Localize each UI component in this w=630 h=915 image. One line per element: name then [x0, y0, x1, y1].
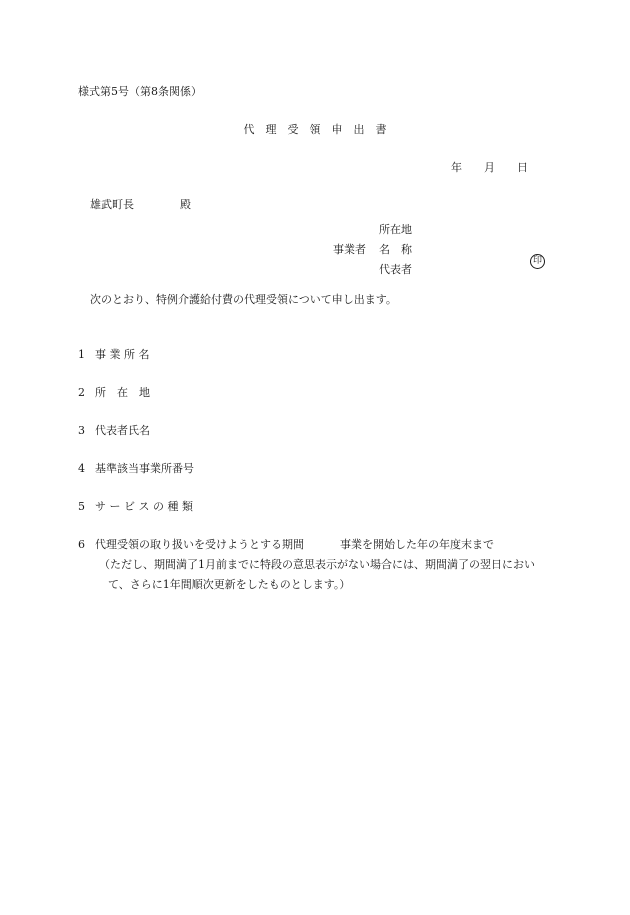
intro-text: 次のとおり、特例介護給付費の代理受領について申し出ます。	[90, 293, 397, 306]
date-day: 日	[517, 161, 528, 174]
applicant-representative-row	[333, 259, 412, 279]
addressee	[90, 199, 191, 210]
list-item	[78, 349, 150, 360]
item-number: 1	[78, 348, 85, 361]
item-number: 2	[78, 386, 85, 399]
addressee-honorific: 殿	[180, 198, 191, 211]
item-label: 代理受領の取り扱いを受けようとする期間	[95, 538, 304, 551]
item-number: 6	[78, 538, 85, 551]
item-label: 事 業 所 名	[95, 348, 150, 361]
date-line	[451, 162, 528, 173]
applicant-address-label: 所在地	[379, 222, 412, 236]
item6-note-line1: （ただし、期間満了1月前までに特段の意思表示がない場合には、期間満了の翌日におい	[99, 558, 535, 571]
date-month: 月	[484, 161, 495, 174]
item-number: 3	[78, 424, 85, 437]
item-number: 5	[78, 500, 85, 513]
item-number: 4	[78, 462, 85, 475]
date-year: 年	[451, 161, 462, 174]
list-item	[78, 425, 150, 436]
addressee-name: 雄武町長	[90, 198, 134, 211]
item-label: サ ー ビ ス の 種 類	[95, 500, 193, 513]
item6-period: 事業を開始した年の年度末まで	[340, 538, 494, 551]
item-label: 基準該当事業所番号	[95, 462, 194, 475]
list-item	[78, 501, 193, 512]
seal-mark: 印	[530, 254, 545, 269]
item-label: 代表者氏名	[95, 424, 150, 437]
applicant-address-row	[333, 219, 412, 239]
applicant-block	[333, 219, 412, 279]
list-item	[78, 387, 150, 398]
list-item	[78, 539, 494, 550]
applicant-role: 事業者	[333, 242, 366, 256]
applicant-name-row	[333, 239, 412, 259]
applicant-representative-label: 代表者	[379, 262, 412, 276]
item6-note-line2: て、さらに1年間順次更新をしたものとします。）	[108, 578, 351, 591]
form-number: 様式第5号（第8条関係）	[78, 85, 202, 98]
item-label: 所 在 地	[95, 386, 150, 399]
applicant-name-label: 名 称	[379, 242, 412, 256]
document-title: 代 理 受 領 申 出 書	[243, 123, 387, 136]
list-item	[78, 463, 194, 474]
